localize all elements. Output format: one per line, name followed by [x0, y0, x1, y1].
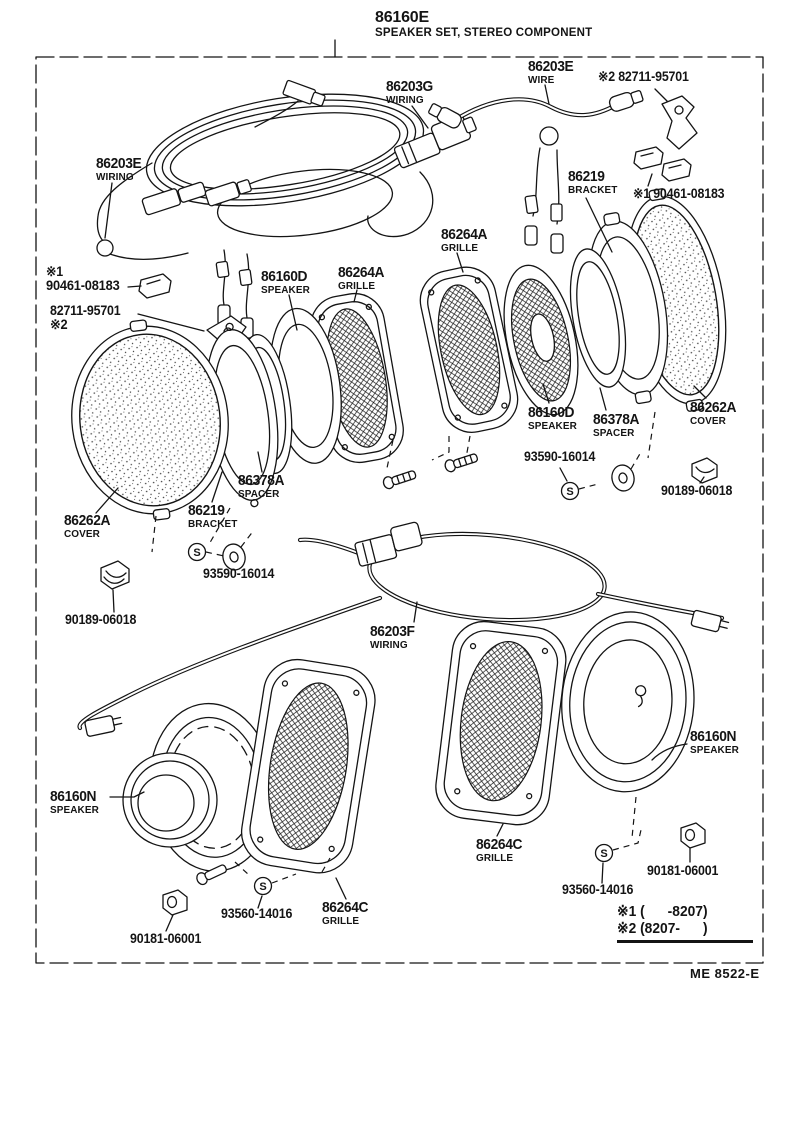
screw-symbol-bottom-right [596, 845, 613, 862]
leader-line [560, 468, 567, 481]
assembly-dash-line [241, 530, 254, 547]
label-90189-06018-right: 90189-06018 [661, 483, 733, 498]
svg-text:S: S [259, 881, 267, 893]
note-2: ※2 (8207- ) [617, 920, 708, 938]
assembly-dash-line [235, 862, 250, 876]
label-86203e-wiring: 86203E WIRING [96, 155, 142, 183]
leader-line [166, 915, 173, 931]
label-90189-06018-left: 90189-06018 [65, 612, 137, 627]
grommet-art-left [101, 561, 129, 589]
label-93590-16014-right: 93590-16014 [524, 449, 596, 464]
bracket-82711-top-art [662, 96, 697, 149]
assembly-dash-line [579, 484, 598, 489]
label-86264c-grille-left: 86264C GRILLE [322, 899, 369, 927]
label-86160d-speaker-center: 86160D SPEAKER [528, 404, 577, 432]
label-86378a-spacer-center: 86378A SPACER [593, 411, 640, 439]
label-93560-14016-right: 93560-14016 [562, 882, 634, 897]
label-86203e-wire: 86203E WIRE [528, 58, 574, 86]
label-86262a-cover-right: 86262A COVER [690, 399, 737, 427]
assembly-dash-line [613, 830, 641, 850]
label-86219-bracket-left: 86219 BRACKET [188, 502, 238, 530]
bracket-90461-right-art [634, 147, 691, 186]
label-86160n-speaker-left: 86160N SPEAKER [50, 788, 99, 816]
svg-text:S: S [566, 486, 574, 498]
assembly-dash-line [432, 436, 449, 460]
label-86160d-speaker-left: 86160D SPEAKER [261, 268, 310, 296]
screw-symbol-bottom-left [255, 878, 272, 895]
screw-art [382, 468, 417, 490]
label-90461-08183-left: ※1 90461-08183 [46, 264, 120, 294]
grille-86264c-right-art [432, 618, 569, 836]
title-description: SPEAKER SET, STEREO COMPONENT [375, 26, 593, 39]
label-86264a-grille-right: 86264A GRILLE [441, 226, 488, 254]
svg-text:S: S [600, 848, 608, 860]
label-86203f-wiring: 86203F WIRING [370, 623, 415, 651]
label-93560-14016-left: 93560-14016 [221, 906, 293, 921]
label-90461-08183-right: ※1 90461-08183 [633, 186, 725, 201]
document-code: ME 8522-E [690, 966, 760, 981]
label-82711-95701-top: ※2 82711-95701 [598, 69, 689, 84]
label-86264a-grille-left: 86264A GRILLE [338, 264, 385, 292]
assembly-dash-line [631, 452, 641, 469]
title-part-number: 86160E [375, 9, 429, 26]
label-86262a-cover-left: 86262A COVER [64, 512, 111, 540]
label-90181-06001-left: 90181-06001 [130, 931, 202, 946]
clip-90181-right-art [681, 823, 705, 848]
label-82711-95701-left: 82711-95701 ※2 [50, 303, 121, 333]
label-93590-16014-left: 93590-16014 [203, 566, 275, 581]
clip-90181-left-art [163, 890, 187, 915]
screw-symbol-left [189, 544, 206, 561]
svg-text:S: S [193, 547, 201, 559]
assembly-dash-line [206, 552, 224, 556]
label-86264c-grille-right: 86264C GRILLE [476, 836, 523, 864]
label-86203g-wiring: 86203G WIRING [386, 78, 433, 106]
label-86378a-spacer-left: 86378A SPACER [238, 472, 285, 500]
screw-art [444, 451, 479, 473]
label-86219-bracket-right: 86219 BRACKET [568, 168, 618, 196]
page-title [375, 10, 592, 39]
leader-line [602, 863, 603, 883]
label-90181-06001-right: 90181-06001 [647, 863, 719, 878]
label-86160n-speaker-right: 86160N SPEAKER [690, 728, 739, 756]
assembly-dash-line [632, 797, 636, 838]
speaker-86160n-right-art [556, 607, 700, 796]
grille-86264c-left-art [237, 655, 380, 899]
leader-line [113, 590, 114, 612]
screw-symbol-right [562, 483, 579, 500]
bracket-90461-left-art [128, 274, 171, 298]
grommet-art-right [692, 458, 717, 483]
assembly-dash-line [272, 874, 296, 883]
note-1: ※1 ( -8207) [617, 903, 708, 920]
wiring-coil-86203e-art [97, 77, 433, 338]
applicability-notes [617, 903, 753, 943]
